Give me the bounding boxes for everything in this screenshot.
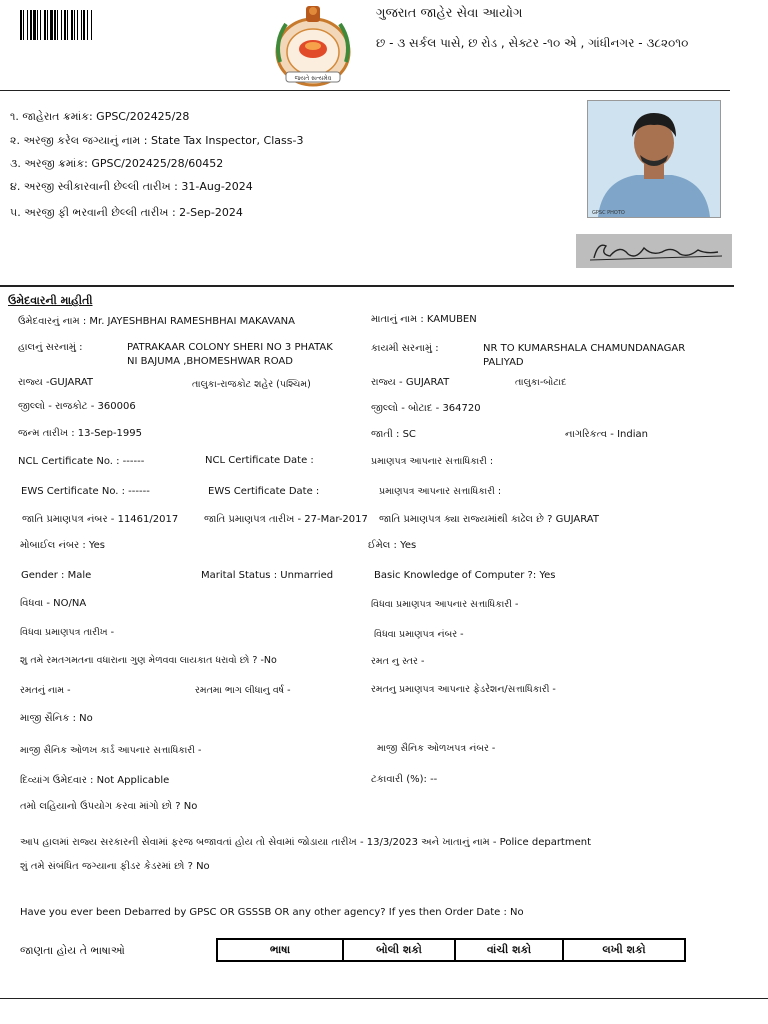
header-divider xyxy=(0,90,730,91)
caste-cert-state: જાતિ પ્રમાણપત્ર ક્યા રાજ્યમાંથી કાઢેલ છે ? GUJARAT xyxy=(379,514,599,525)
application-last-date: ૪. અરજી સ્વીકારવાની છેલ્લી તારીખ : 31-Aug-2024 xyxy=(10,180,253,193)
org-name: ગુજરાત જાહેર સેવા આયોગ xyxy=(376,6,523,21)
ex-serviceman-card-no: માજી સૈનિક ઓળખપત્ર નંબર - xyxy=(377,743,496,754)
post-name: ૨. અરજી કરેલ જગ્યાનું નામ : State Tax Inspector, Class-3 xyxy=(10,134,304,147)
current-address-line1: PATRAKAAR COLONY SHERI NO 3 PHATAK xyxy=(127,342,333,353)
widow-authority: વિધવા પ્રમાણપત્ર આપનાર સત્તાધિકારી - xyxy=(371,599,519,610)
widow-cert-no: વિધવા પ્રમાણપત્ર નંબર - xyxy=(374,629,464,640)
widow: વિધવા - NO/NA xyxy=(20,598,87,609)
widow-cert-date: વિધવા પ્રમાણપત્ર તારીખ - xyxy=(20,627,115,638)
table-header-write: લખી શકો xyxy=(563,939,685,961)
ews-authority: પ્રમાણપત્ર આપનાર સત્તાધિકારી : xyxy=(379,486,502,497)
computer-knowledge: Basic Knowledge of Computer ?: Yes xyxy=(374,570,556,581)
table-header-speak: બોલી શકો xyxy=(343,939,455,961)
gpsc-seal-logo xyxy=(266,2,360,90)
ncl-cert-no: NCL Certificate No. : ------ xyxy=(18,456,145,467)
ews-cert-date: EWS Certificate Date : xyxy=(208,486,320,497)
barcode-bar xyxy=(92,10,94,40)
photo-caption: GPSC PHOTO xyxy=(592,210,625,216)
application-number: ૩. અરજી ક્રમાંક: GPSC/202425/28/60452 xyxy=(10,157,224,170)
taluka-permanent: તાલુકા-બોટાદ xyxy=(515,377,567,388)
percentage: ટકાવારી (%): -- xyxy=(371,774,438,785)
permanent-address-line2: PALIYAD xyxy=(483,357,524,368)
debarred-question: Have you ever been Debarred by GPSC OR GSSSB OR any other agency? If yes then Order Date : No xyxy=(20,907,524,918)
disabled-candidate: દિવ્યાંગ ઉમેદવાર : Not Applicable xyxy=(20,775,170,786)
mobile: મોબાઈલ નંબર : Yes xyxy=(20,540,106,551)
ncl-authority: પ્રમાણપત્ર આપનાર સત્તાધિકારી : xyxy=(371,456,494,467)
section-title: ઉમેદવારની માહીતી xyxy=(8,294,93,307)
candidate-signature xyxy=(576,234,732,268)
state-permanent: રાજ્ય - GUJARAT xyxy=(371,377,450,388)
marital-status: Marital Status : Unmarried xyxy=(201,570,334,581)
sports-authority: રમતનુ પ્રમાણપત્ર આપનાર ફેડરેશન/સત્તાધિકારી - xyxy=(371,684,556,695)
footer-divider xyxy=(0,998,768,999)
ex-serviceman-card-authority: માજી સૈનિક ઓળખ કાર્ડ આપનાર સત્તાધિકારી - xyxy=(20,745,202,756)
caste-cert-date: જાતિ પ્રમાણપત્ર તારીખ - 27-Mar-2017 xyxy=(204,514,368,525)
feeder-cadre: શું તમે સંબંધિત જગ્યાના ફીડર કેડરમાં છો ? No xyxy=(20,861,210,872)
nationality: નાગરિકત્વ - Indian xyxy=(565,429,648,440)
district-current: જીલ્લો - રાજકોટ - 360006 xyxy=(18,401,136,412)
caste-cert-no: જાતિ પ્રમાણપત્ર નંબર - 11461/2017 xyxy=(22,514,179,525)
candidate-name: ઉમેદવારનું નામ : Mr. JAYESHBHAI RAMESHBHAI MAKAVANA xyxy=(18,316,295,327)
sports-question: શુ તમે રમતગમતના વધારાના ગુણ મેળવવા લાયકાત ધરાવો છો ? -No xyxy=(20,655,277,666)
advt-number: ૧. જાહેરાત ક્રમાંક: GPSC/202425/28 xyxy=(10,110,190,123)
candidate-photo xyxy=(587,100,721,218)
state-current: રાજ્ય -GUJARAT xyxy=(18,377,94,388)
table-header-read: વાંચી શકો xyxy=(455,939,563,961)
fee-last-date: ૫. અરજી ફી ભરવાની છેલ્લી તારીખ : 2-Sep-2024 xyxy=(10,206,243,219)
languages-table xyxy=(216,938,686,962)
scribe-facility: તમો લહિયાનો ઉપયોગ કરવા માંગો છો ? No xyxy=(20,801,198,812)
sports-name: રમતનું નામ - xyxy=(20,685,71,696)
date-of-birth: જન્મ તારીખ : 13-Sep-1995 xyxy=(18,428,143,439)
languages-label: જાણતા હોય તે ભાષાઓ xyxy=(20,944,125,957)
permanent-address-label: કાયમી સરનામું : xyxy=(371,343,439,354)
gender: Gender : Male xyxy=(21,570,92,581)
email: ઈમેલ : Yes xyxy=(368,540,417,551)
table-header-language: ભાષા xyxy=(217,939,343,961)
org-address: છ - ૩ સર્કલ પાસે, છ રોડ , સેક્ટર -૧૦ એ , ગાંધીનગર - ૩૮૨૦૧૦ xyxy=(376,36,689,50)
table-header-row xyxy=(217,939,685,961)
ex-serviceman: માજી સૈનિક : No xyxy=(20,713,93,724)
ncl-cert-date: NCL Certificate Date : xyxy=(205,455,314,466)
ews-cert-no: EWS Certificate No. : ------ xyxy=(21,486,150,497)
barcode xyxy=(20,10,238,40)
permanent-address-line1: NR TO KUMARSHALA CHAMUNDANAGAR xyxy=(483,343,686,354)
district-permanent: જીલ્લો - બોટાદ - 364720 xyxy=(371,403,481,414)
govt-service: આપ હાલમાં રાજ્ય સરકારની સેવામાં ફરજ બજાવતાં હોય તો સેવામાં જોડાયા તારીખ - 13/3/2023 અને ખાતાનું નામ - Police department xyxy=(20,837,592,848)
section-divider xyxy=(0,285,734,287)
current-address-label: હાલનું સરનામું : xyxy=(18,342,83,353)
current-address-line2: NI BAJUMA ,BHOMESHWAR ROAD xyxy=(127,356,293,367)
seal-motto: જયતે સત્યમેવ xyxy=(294,75,332,82)
sports-year: રમતમા ભાગ લીધાનુ વર્ષ - xyxy=(195,685,291,696)
taluka-current: તાલુકા-રાજકોટ શહેર (પશ્ચિમ) xyxy=(192,379,311,390)
caste: જાતી : SC xyxy=(371,429,416,440)
sports-level: રમત નુ સ્તર - xyxy=(371,656,425,667)
mother-name: માતાનું નામ : KAMUBEN xyxy=(371,314,477,325)
